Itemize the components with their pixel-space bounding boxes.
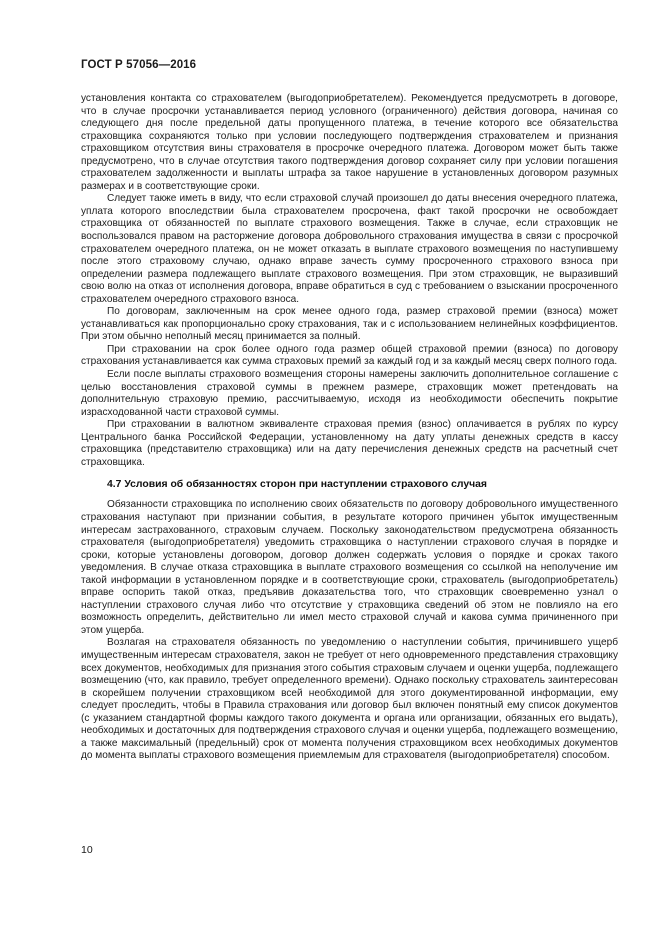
paragraph: При страховании в валютном эквиваленте страховая премия (взнос) оплачивается в рублях по курсу Центрального банка Российской Федерации, установленному на дату уплаты денежных средств в кассу страховщика (представителю страховщика) или на дату перечисления денежных средств на расчетный счет страховщика. xyxy=(81,419,618,468)
paragraph: При страховании на срок более одного года размер общей страховой премии (взноса) по договору страхования устанавливается как сумма страховых премий за каждый год и за каждый месяц сверх полного года. xyxy=(81,343,618,368)
document-header: ГОСТ Р 57056—2016 xyxy=(81,59,197,71)
section-heading: 4.7 Условия об обязанностях сторон при наступлении страхового случая xyxy=(107,479,487,491)
paragraph: Обязанности страховщика по исполнению своих обязательств по договору добровольного имущественного страхования наступают при признании события, в результате которого причинен убыток имущественным интересам застрахованного, страховым случаем. Поскольку законодательством предусмотрена обязанность страхователя (выгодоприобретателя) уведомить страховщика о наступлении страхового случая в порядке и сроки, которые установлены договором, договор должен содержать условия о порядке и сроках такого уведомления. В случае отказа страховщика в выплате страхового возмещения со ссылкой на неполучение им такой информации в установленном порядке и в соответствующие сроки, страхователь (выгодоприобретатель) вправе оспорить такой отказ, предъявив доказательства того, что страховщик своевременно узнал о наступлении страхового случая либо что отсутствие у страховщика сведений об этом не повлияло на его возможность определить, действительно ли имел место страховой случай и какова сумма причиненного при этом ущерба. xyxy=(81,499,618,636)
paragraph: установления контакта со страхователем (выгодоприобретателем). Рекомендуется предусмотреть в договоре, что в случае просрочки устанавливается период условного (ограниченного) действия договора, начиная со следующего дня после предельной даты пропущенного платежа, в течение которого все обязательства страховщика сохраняются только при условии последующего подтверждения страхователем и признания страховщиком отсутствия вины страхователя в просрочке очередного платежа. Договором может быть также предусмотрено, что в случае отсутствия такого подтверждения договор сохраняет силу при условии погашения страхователем задолженности и выплаты штрафа за такое нарушение в установленных договором разумных размерах и в соответствующие сроки. xyxy=(81,93,618,192)
page-number: 10 xyxy=(81,844,93,856)
paragraph: Возлагая на страхователя обязанность по уведомлению о наступлении события, причинившего ущерб имущественным интересам страхователя, закон не требует от него одновременного представления страховщику всех документов, необходимых для признания этого события страховым случаем и оценки ущерба, подлежащего возмещению (что, как правило, требует определенного времени). Однако поскольку страхователь заинтересован в скорейшем получении страховщиком всей необходимой для этого документированной информации, ему следует проследить, чтобы в Правила страхования или договор был включен понятный ему список документов (с указанием стандартной формы каждого такого документа и органа или организации, обязанных его выдать), необходимых и достаточных для подтверждения страхового случая и оценки ущерба, подлежащего возмещению, а также максимальный (предельный) срок от момента получения страховщиком всех необходимых документов до момента выплаты страхового возмещения приемлемым для страхователя (выгодоприобретателя) способом. xyxy=(81,637,618,762)
paragraph: Если после выплаты страхового возмещения стороны намерены заключить дополнительное соглашение с целью восстановления страховой суммы в прежнем размере, страховщик может претендовать на дополнительную страховую премию, рассчитываемую, исходя из необходимости обеспечить покрытие израсходованной части страховой суммы. xyxy=(81,369,618,418)
paragraph: По договорам, заключенным на срок менее одного года, размер страховой премии (взноса) может устанавливаться как пропорционально сроку страхования, так и с использованием нелинейных коэффициентов. При этом обычно неполный месяц принимается за полный. xyxy=(81,306,618,343)
paragraph: Следует также иметь в виду, что если страховой случай произошел до даты внесения очередного платежа, уплата которого впоследствии была страхователем просрочена, факт такой просрочки не освобождает страховщика от обязанностей по выплате страхового возмещения. Также в случае, если страховщик не воспользовался правом на расторжение договора добровольного страхования имущества в связи с просрочкой страхователем очередного платежа, он не может отказать в выплате страхового возмещения по наступившему после этого страховому случаю, однако вправе зачесть сумму просроченного страхового взноса при определении размера подлежащего выплате страхового возмещения. При этом страховщик, не выразивший свою волю на отказ от исполнения договора, вправе обратиться в суд с требованием о взыскании просроченного страхователем очередного страхового взноса. xyxy=(81,193,618,305)
document-body xyxy=(81,93,618,763)
